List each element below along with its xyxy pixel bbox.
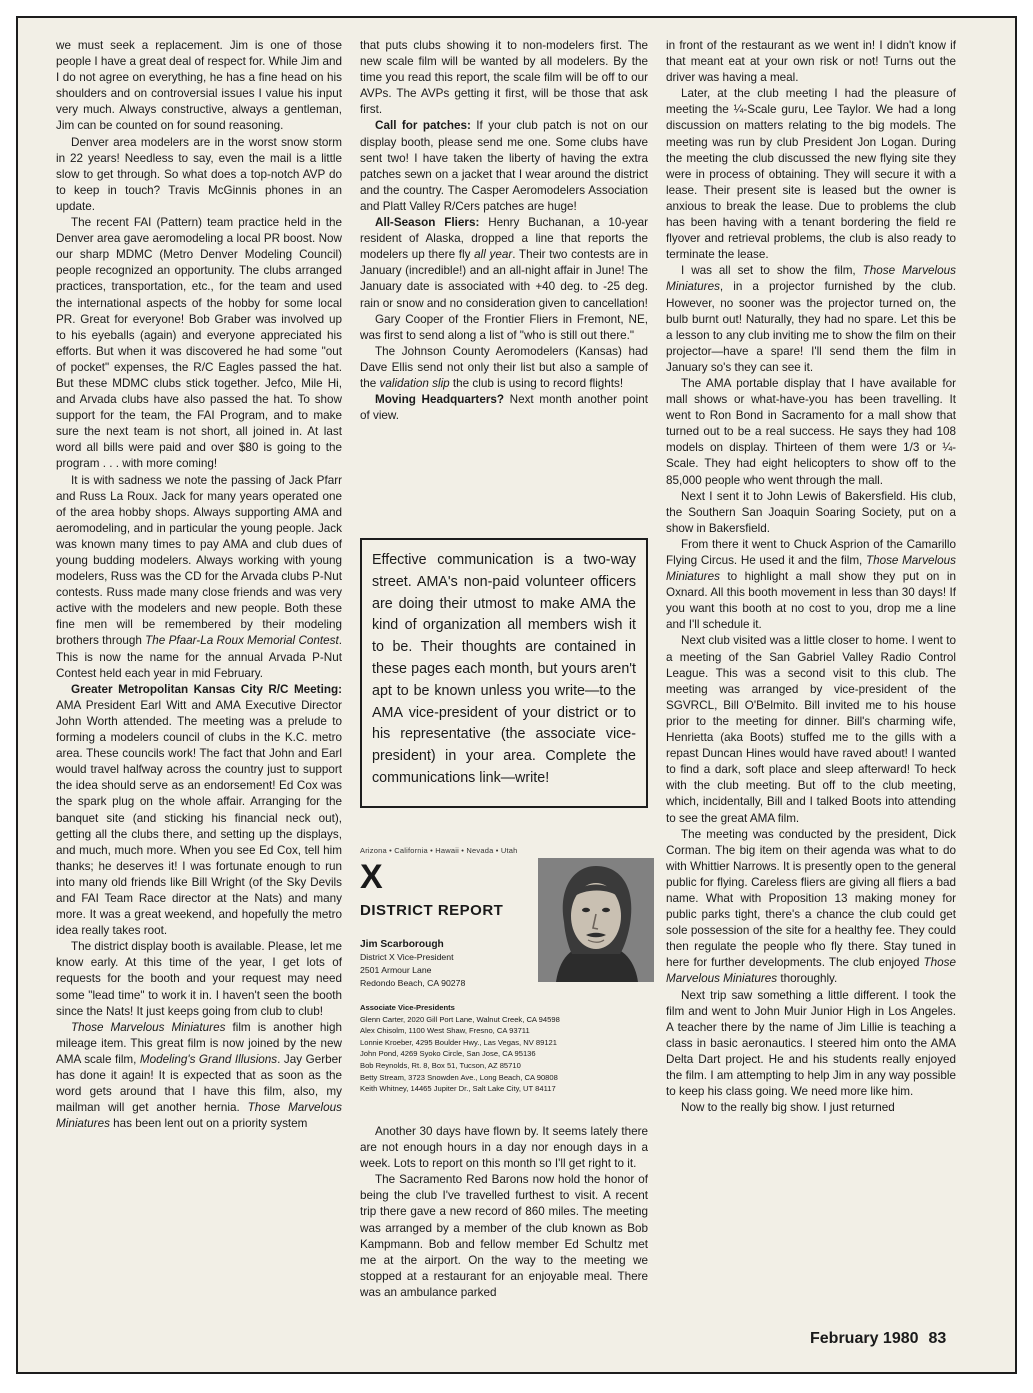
column-2-continued <box>360 1124 648 1301</box>
paragraph: Call for patches: If your club patch is not on our display booth, please send me one. Some clubs have sent two! I have taken the liberty of having the extra patches sewn on a jacket that I wear around the district and the country. The Casper Aeromodelers Association and Platt Valley R/Cers patches are huge! <box>360 119 648 213</box>
paragraph: Now to the really big show. I just returned <box>681 1101 895 1115</box>
paragraph: Another 30 days have flown by. It seems lately there are not enough hours in a day nor enough days in a week. Lots to report on this month so I'll get right to it. <box>360 1125 648 1171</box>
associate-vp-list <box>360 1002 650 1095</box>
paragraph: All-Season Fliers: Henry Buchanan, a 10-year resident of Alaska, dropped a line that reports the modelers up there fly all year. Their two contests are in January (incredible!) and an all-night affair in June! The January date is associated with +40 deg. to -25 deg. rain or snow and no consideration given to cancellation! <box>360 216 648 310</box>
associate-vp-entry: Glenn Carter, 2020 Gill Port Lane, Walnut Creek, CA 94598 <box>360 1014 560 1024</box>
paragraph: we must seek a replacement. Jim is one of those people I have a great deal of respect for. While Jim and I do not agree on everything, he has a fine head on his shoulders and on controversial issues I value his input very much. Always constructive, always a gentleman, Jim can be counted on for sound reasoning. <box>56 39 342 133</box>
paragraph: Next trip saw something a little different. I took the film and went to John Muir Junior High in Los Angeles. A teacher there by the name of Jim Lillie is teaching a class in basic aeronautics. I steered him onto the AMA Delta Dart project. He and his students really enjoyed the film. I am attempting to help Jim in any way possible to keep his class going. We need more like him. <box>666 988 956 1099</box>
vice-president-info <box>360 938 530 990</box>
district-report-title: DISTRICT REPORT <box>360 902 504 919</box>
communication-callout-box: Effective communication is a two-way street. AMA's non-paid volunteer officers are doing their utmost to make AMA the kind of organization all members wish it to be. Their thoughts are contained in these pages each month, but yours aren't apt to be known unless you write—to the AMA vice-president of your district or to his representative (the associate vice-president) in your area. Complete the communications link—write! <box>360 538 648 808</box>
paragraph: in front of the restaurant as we went in! I didn't know if that meant eat at your own risk or not! Turns out the driver was having a meal. <box>666 39 956 85</box>
paragraph: The Johnson County Aeromodelers (Kansas) had Dave Ellis send not only their list but also a sample of the validation slip the club is using to record flights! <box>360 344 648 390</box>
vice-president-address-line: 2501 Armour Lane <box>360 965 432 975</box>
vice-president-title: District X Vice-President <box>360 952 454 962</box>
paragraph: I was all set to show the film, Those Marvelous Miniatures, in a projector furnished by the club. However, no sooner was the projector turned on, the bulb burnt out! Naturally, they had no spare. Let this be a lesson to any club inviting me to show the film on their projector—have a spare! I'll send them the film in January so's they can see it. <box>666 264 956 374</box>
vice-president-address-line: Redondo Beach, CA 90278 <box>360 978 466 988</box>
magazine-page <box>16 16 1017 1374</box>
paragraph: Later, at the club meeting I had the pleasure of meeting the ¼-Scale guru, Lee Taylor. We had a long discussion on matters relating to the big models. The meeting was run by club President Jon Logan. During the meeting the club discussed the new flying site they were in process of obtaining. They will secure it with a lease. Their present site is leased but the owner is anxious to break the lease. Due to problems the club has been having with a tenant bordering the field re flyover and retrieval problems, the club is also ready to terminate the lease. <box>666 87 956 262</box>
column-1 <box>56 38 342 1132</box>
paragraph: The AMA portable display that I have available for mall shows or what-have-you has been travelling. It went to Ron Bond in Sacramento for a mall show that turned out to be a real success. He says they had 108 models on display. Thirteen of them were 1/3 or ¼-Scale. They had eight helicopters to show off to the 85,000 people who went through the mall. <box>666 376 956 487</box>
paragraph: The district display booth is available. Please, let me know early. At this time of the year, I get lots of requests for the booth and your request may need some "lead time" to work it in. I haven't seen the booth since the Nats! It just keeps going from club to club! <box>56 940 342 1018</box>
associate-vp-entry: Alex Chisolm, 1100 West Shaw, Fresno, CA 93711 <box>360 1026 530 1036</box>
district-states: Arizona • California • Hawaii • Nevada • Utah <box>360 846 518 855</box>
page-footer <box>810 1330 946 1348</box>
paragraph: Gary Cooper of the Frontier Fliers in Fremont, NE, was first to send along a list of "who is still out there." <box>360 312 648 342</box>
associate-vp-entry: Keith Whitney, 14465 Jupiter Dr., Salt Lake City, UT 84117 <box>360 1084 556 1094</box>
associate-vp-entry: Lonnie Kroeber, 4295 Boulder Hwy., Las Vegas, NV 89121 <box>360 1037 558 1047</box>
associate-vp-heading: Associate Vice-Presidents <box>360 1003 455 1012</box>
paragraph: Next club visited was a little closer to home. I went to a meeting of the San Gabriel Valley Radio Control League. This was a second visit to this club. The meeting was arranged by vice-president of the SGVRCL, Bill O'Belmito. Bill invited me to his house prior to the meeting for dinner. Bill's charming wife, Henrietta (aka Boots) stuffed me to the gills with a repast Duncan Hines would have raved about! I wanted to find a dark, soft place and sleep afterward! To heck with the club meeting. But off to the club meeting, which, incidentally, Bill and I talked Boots into attending to see the great AMA film. <box>666 634 956 825</box>
column-3 <box>666 38 956 1116</box>
associate-vp-entry: Bob Reynolds, Rt. 8, Box 51, Tucson, AZ 85710 <box>360 1060 521 1070</box>
page-number: 83 <box>928 1330 947 1347</box>
paragraph: Denver area modelers are in the worst snow storm in 22 years! Needless to say, even the mail is a little slow to get through. So what does a top-notch AVP do to keep in touch? Travis McGinnis phones in an update. <box>56 135 342 213</box>
associate-vp-entry: Betty Stream, 3723 Snowden Ave., Long Beach, CA 90808 <box>360 1072 558 1082</box>
paragraph: The recent FAI (Pattern) team practice held in the Denver area gave aeromodeling a local PR boost. Now our sharp MDMC (Metro Denver Modeling Council) people recognized an opportunity. The clubs arranged practices, transportation, etc., for the team and used the international aspects of the hobby for some local PR. Great for everyone! Bob Graber was involved up to his eyeballs (again) and everyone appreciated his efforts. But when it was discovered he had some "out of pocket" expenses, the R/C Eagles passed the hat. But these MDMC clubs stick together. Jefco, Mile Hi, and Arvada clubs have also passed the hat. To show support for the team, the FAI Program, and to make sure the next team is not short, all joined in. At last word all bills were paid and over $80 is going to the program . . . with more coming! <box>56 216 342 471</box>
paragraph: Those Marvelous Miniatures film is another high mileage item. This great film is now joined by the new AMA scale film, Modeling's Grand Illusions. Jay Gerber has done it again! It is expected that as soon as the word gets around that I have this film, also, my mailman will get another hernia. Those Marvelous Miniatures has been lent out on a priority system <box>56 1020 342 1131</box>
district-number: X <box>360 858 383 896</box>
paragraph: Next I sent it to John Lewis of Bakersfield. His club, the Southern San Joaquin Soaring Society, put on a show in Bakersfield. <box>666 489 956 535</box>
column-2 <box>360 38 648 424</box>
section-heading: All-Season Fliers: <box>375 216 480 230</box>
paragraph: It is with sadness we note the passing of Jack Pfarr and Russ La Roux. Jack for many years operated one of the area hobby shops. Always supporting AMA and aeromodeling, and in particular the young people. Jack was known many times to pay AMA and club dues of young budding modelers. Always working with young modelers, Russ was the CD for the Arvada clubs P-Nut contests. Russ made many close friends and was very active with the modelers and new people. Both these fine men will be remembered by their modeling brothers through The Pfaar-La Roux Memorial Contest. This is now the name for the annual Arvada P-Nut Contest held each year in mid February. <box>56 473 342 680</box>
section-heading: Greater Metropolitan Kansas City R/C Meeting: <box>71 682 342 696</box>
paragraph: From there it went to Chuck Asprion of the Camarillo Flying Circus. He used it and the film, Those Marvelous Miniatures to highlight a mall show they put on in Oxnard. All this booth movement in less than 30 days! If you want this booth at no cost to you, drop me a line and I'll schedule it. <box>666 537 956 632</box>
paragraph: that puts clubs showing it to non-modelers first. The new scale film will be wanted by all modelers. By the time you read this report, the scale film will be off to our AVPs. The AVPs getting it first, will be those that ask first. <box>360 39 648 117</box>
issue-date: February 1980 <box>810 1330 919 1347</box>
vice-president-name: Jim Scarborough <box>360 939 444 950</box>
section-heading: Call for patches: <box>375 119 471 133</box>
paragraph: Greater Metropolitan Kansas City R/C Meeting: AMA President Earl Witt and AMA Executive Director John Worth attended. The meeting was a prelude to forming a modelers council of clubs in the K.C. metro area. These councils work! The fact that John and Earl would travel halfway across the country just to support the idea should serve as an endorsement! Ed Cox was the spark plug on the whole affair. Arranging for the banquet site (and sticking his financial neck out), getting all the clubs there, and setting up the displays, and much, much more. When you see Ed Cox, tell him thanks; he deserves it! I was fortunate enough to run into many old friends like Bill Wright (of the Sky Devils and FAI Team Race director at the Nats) and many more. It was a great weekend, and hopefully the metro idea really takes root. <box>56 682 342 938</box>
section-heading: Moving Headquarters? <box>375 393 505 407</box>
paragraph: The meeting was conducted by the president, Dick Corman. The big item on their agenda was what to do with Whittier Narrows. It is presently open to the general public for flying. Careless fliers are giving all fliers a bad name. What with Proposition 13 making money for public parks tight, there's a chance the club could get sole possession of the site for a healthy fee. They could then regulate the people who fly there. Stay tuned in here for further developments. The club enjoyed Those Marvelous Miniatures thoroughly. <box>666 827 956 986</box>
associate-vp-entry: John Pond, 4269 Syoko Circle, San Jose, CA 95136 <box>360 1049 536 1059</box>
paragraph: Moving Headquarters? Next month another point of view. <box>360 393 648 423</box>
vice-president-photo <box>538 858 654 982</box>
paragraph: The Sacramento Red Barons now hold the honor of being the club I've travelled furthest to visit. A recent trip there gave a new record of 860 miles. The meeting was arranged by a member of the club known as Bob Kampmann. Bob and fellow member Ed Schultz met me at the airport. On the way to the meeting we stopped at a restaurant for an enjoyable meal. There was an ambulance parked <box>360 1173 648 1299</box>
district-report-header <box>360 846 648 1128</box>
